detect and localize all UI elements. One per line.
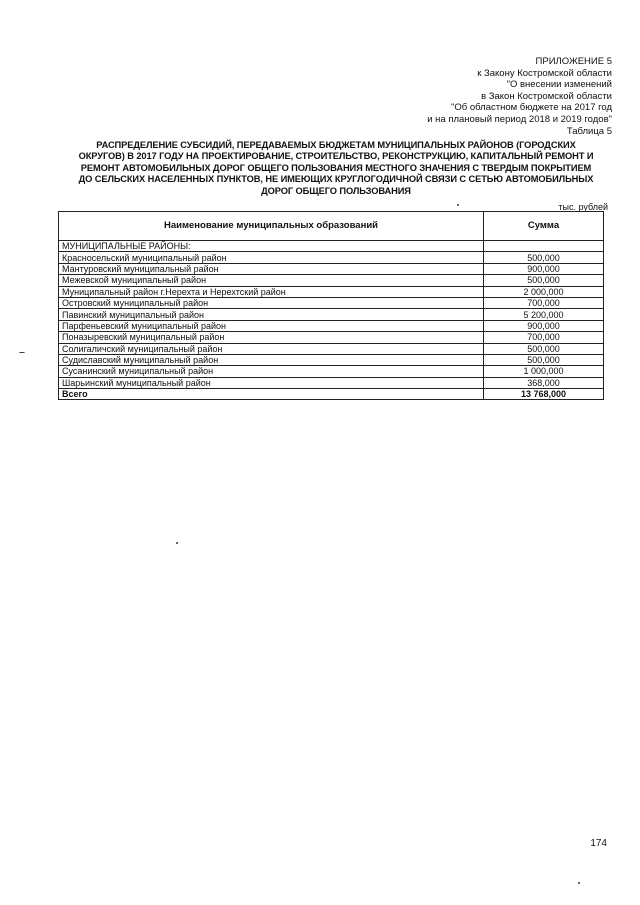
subsidy-table (58, 211, 604, 400)
section-row (59, 241, 604, 252)
section-amount-empty (484, 241, 604, 252)
district-amount: 500,000 (484, 354, 604, 365)
table-row (59, 377, 604, 388)
scan-speck (176, 542, 178, 544)
scan-speck (457, 204, 459, 206)
appendix-line: Таблица 5 (566, 125, 612, 137)
district-amount: 900,000 (484, 320, 604, 331)
document-title (56, 140, 616, 197)
district-name: Поназыревский муниципальный район (59, 332, 484, 343)
table-row (59, 366, 604, 377)
district-name: Муниципальный район г.Нерехта и Нерехтский район (59, 286, 484, 297)
district-amount: 368,000 (484, 377, 604, 388)
district-amount: 1 000,000 (484, 366, 604, 377)
title-line: ДО СЕЛЬСКИХ НАСЕЛЕННЫХ ПУНКТОВ, НЕ ИМЕЮЩИХ КРУГЛОГОДИЧНОЙ СВЯЗИ С СЕТЬЮ АВТОМОБИЛЬНЫХ (78, 174, 594, 185)
district-amount: 5 200,000 (484, 309, 604, 320)
district-amount: 700,000 (484, 332, 604, 343)
table-row (59, 275, 604, 286)
appendix-line: "О внесении изменений (506, 79, 612, 91)
total-amount: 13 768,000 (484, 389, 604, 400)
district-name: Красносельский муниципальный район (59, 252, 484, 263)
title-line: ОКРУГОВ) В 2017 ГОДУ НА ПРОЕКТИРОВАНИЕ, СТРОИТЕЛЬСТВО, РЕКОНСТРУКЦИЮ, КАПИТАЛЬНЫЙ РЕМОНТ И (78, 151, 594, 162)
district-amount: 500,000 (484, 343, 604, 354)
district-name: Солигаличский муниципальный район (59, 343, 484, 354)
title-line: РАСПРЕДЕЛЕНИЕ СУБСИДИЙ, ПЕРЕДАВАЕМЫХ БЮДЖЕТАМ МУНИЦИПАЛЬНЫХ РАЙОНОВ (ГОРОДСКИХ (96, 140, 576, 150)
scan-speck (19, 352, 25, 353)
district-amount: 700,000 (484, 297, 604, 308)
section-label: МУНИЦИПАЛЬНЫЕ РАЙОНЫ: (59, 241, 484, 252)
appendix-line: "Об областном бюджете на 2017 год (451, 102, 612, 114)
district-name: Шарьинский муниципальный район (59, 377, 484, 388)
appendix-line: ПРИЛОЖЕНИЕ 5 (535, 56, 612, 67)
title-line: ДОРОГ ОБЩЕГО ПОЛЬЗОВАНИЯ (261, 185, 411, 196)
page-number: 174 (590, 838, 607, 849)
district-name: Парфеньевский муниципальный район (59, 320, 484, 331)
table-row (59, 252, 604, 263)
district-amount: 2 000,000 (484, 286, 604, 297)
district-name: Павинский муниципальный район (59, 309, 484, 320)
district-name: Судиславский муниципальный район (59, 354, 484, 365)
district-amount: 500,000 (484, 252, 604, 263)
district-amount: 900,000 (484, 263, 604, 274)
table-row (59, 332, 604, 343)
table-row (59, 286, 604, 297)
district-amount: 500,000 (484, 275, 604, 286)
table-row (59, 309, 604, 320)
table-row (59, 263, 604, 274)
total-label: Всего (59, 389, 484, 400)
title-line: РЕМОНТ АВТОМОБИЛЬНЫХ ДОРОГ ОБЩЕГО ПОЛЬЗОВАНИЯ МЕСТНОГО ЗНАЧЕНИЯ С ТВЕРДЫМ ПОКРЫТИЕМ (80, 162, 592, 173)
district-name: Межевской муниципальный район (59, 275, 484, 286)
header-amount: Сумма (484, 212, 604, 241)
total-row (59, 389, 604, 400)
table-row (59, 297, 604, 308)
district-name: Мантуровский муниципальный район (59, 263, 484, 274)
scan-speck (578, 882, 580, 884)
table-row (59, 354, 604, 365)
table-header-row (59, 212, 604, 241)
appendix-line: и на плановый период 2018 и 2019 годов" (427, 113, 612, 125)
table-row (59, 343, 604, 354)
appendix-line: в Закон Костромской области (481, 90, 612, 102)
appendix-header (427, 56, 612, 137)
unit-label: тыс. рублей (558, 202, 608, 212)
table-row (59, 320, 604, 331)
header-name: Наименование муниципальных образований (59, 212, 484, 241)
appendix-line: к Закону Костромской области (477, 67, 612, 79)
district-name: Островский муниципальный район (59, 297, 484, 308)
district-name: Сусанинский муниципальный район (59, 366, 484, 377)
